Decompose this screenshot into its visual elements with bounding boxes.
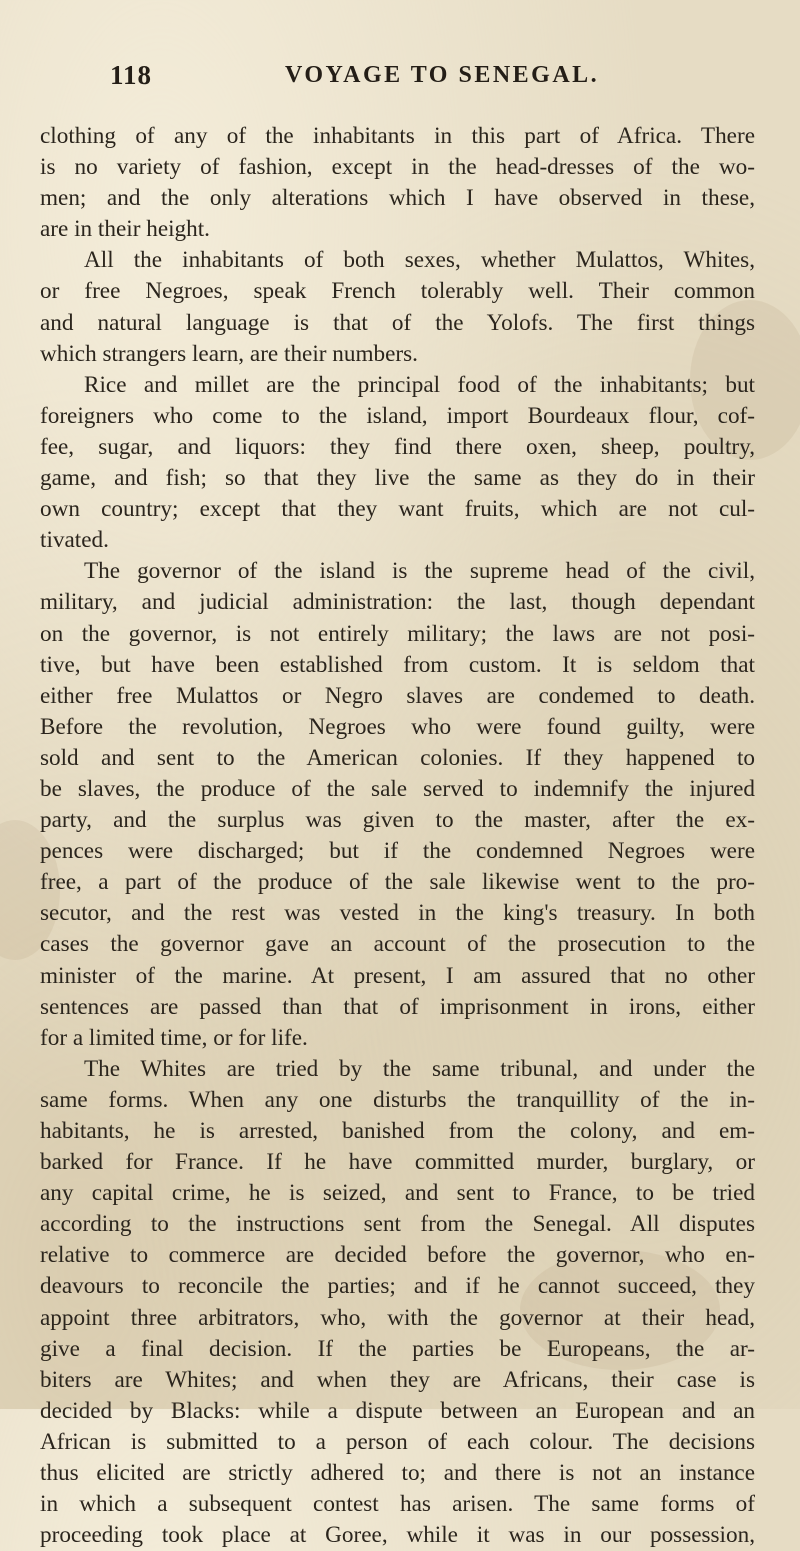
text-line: sentences are passed than that of imprisonment in irons, either <box>40 993 755 1020</box>
text-line: decided by Blacks: while a dispute between an European and an <box>40 1397 755 1424</box>
text-line: in which a subsequent contest has arisen. The same forms of <box>40 1491 755 1518</box>
text-line: sold and sent to the American colonies. If they happened to <box>40 744 755 771</box>
text-line: habitants, he is arrested, banished from the colony, and em- <box>40 1118 755 1144</box>
text-line: and natural language is that of the Yolofs. The first things <box>40 309 755 336</box>
text-line: Before the revolution, Negroes who were found guilty, were <box>40 713 755 740</box>
text-line: proceeding took place at Goree, while it was in our possession, <box>40 1522 755 1549</box>
text-line: be slaves, the produce of the sale served to indemnify the injured <box>40 775 755 802</box>
text-line: The Whites are tried by the same tribunal, and under the <box>84 1055 755 1082</box>
text-line: is no variety of fashion, except in the head-dresses of the wo- <box>40 154 755 181</box>
text-line: biters are Whites; and when they are Africans, their case is <box>40 1366 755 1393</box>
text-line: for a limited time, or for life. <box>40 1024 308 1051</box>
text-line: secutor, and the rest was vested in the king's treasury. In both <box>40 900 755 927</box>
paragraph <box>40 245 755 369</box>
text-line: are in their height. <box>40 216 210 243</box>
text-line: tivated. <box>40 527 109 554</box>
text-line: any capital crime, he is seized, and sent to France, to be tried <box>40 1180 755 1207</box>
text-line: which strangers learn, are their numbers. <box>40 340 418 367</box>
text-line: barked for France. If he have committed murder, burglary, or <box>40 1149 755 1176</box>
text-line: military, and judicial administration: the last, though dependant <box>40 589 755 616</box>
text-line: on the governor, is not entirely military; the laws are not posi- <box>40 620 755 647</box>
paragraph <box>40 370 755 557</box>
text-line: fee, sugar, and liquors: they find there oxen, sheep, poultry, <box>40 433 755 460</box>
text-line: foreigners who come to the island, import Bourdeaux flour, cof- <box>40 402 755 429</box>
text-line: give a final decision. If the parties be Europeans, the ar- <box>40 1335 755 1362</box>
text-line: relative to commerce are decided before the governor, who en- <box>40 1242 755 1269</box>
paragraph <box>40 556 755 1054</box>
text-line: either free Mulattos or Negro slaves are condemed to death. <box>40 682 755 709</box>
text-line: game, and fish; so that they live the same as they do in their <box>40 465 755 492</box>
text-line: All the inhabitants of both sexes, whether Mulattos, Whites, <box>84 247 755 274</box>
text-line: clothing of any of the inhabitants in this part of Africa. There <box>40 123 755 149</box>
text-line: free, a part of the produce of the sale likewise went to the pro- <box>40 869 755 896</box>
text-line: The governor of the island is the supreme head of the civil, <box>84 558 755 585</box>
text-line: thus elicited are strictly adhered to; and there is not an instance <box>40 1460 755 1487</box>
body-text <box>40 121 755 1551</box>
text-line: deavours to reconcile the parties; and if he cannot succeed, they <box>40 1273 755 1300</box>
text-line: tive, but have been established from custom. It is seldom that <box>40 651 755 678</box>
text-line: pences were discharged; but if the condemned Negroes were <box>40 838 755 865</box>
paragraph <box>40 1054 755 1551</box>
text-line: according to the instructions sent from the Senegal. All disputes <box>40 1211 755 1238</box>
text-line: own country; except that they want fruits, which are not cul- <box>40 496 755 523</box>
text-line: or free Negroes, speak French tolerably well. Their common <box>40 278 755 305</box>
text-line: men; and the only alterations which I have observed in these, <box>40 185 755 212</box>
text-line: minister of the marine. At present, I am assured that no other <box>40 962 755 989</box>
page-header <box>110 60 750 100</box>
running-head: VOYAGE TO SENEGAL. <box>285 62 600 88</box>
page-number: 118 <box>110 60 153 90</box>
text-line: cases the governor gave an account of the prosecution to the <box>40 931 755 958</box>
text-line: African is submitted to a person of each colour. The decisions <box>40 1428 755 1455</box>
text-line: appoint three arbitrators, who, with the governor at their head, <box>40 1304 755 1331</box>
text-line: Rice and millet are the principal food of the inhabitants; but <box>84 371 755 398</box>
paragraph <box>40 121 755 245</box>
text-line: party, and the surplus was given to the master, after the ex- <box>40 807 755 834</box>
text-line: same forms. When any one disturbs the tranquillity of the in- <box>40 1086 755 1113</box>
